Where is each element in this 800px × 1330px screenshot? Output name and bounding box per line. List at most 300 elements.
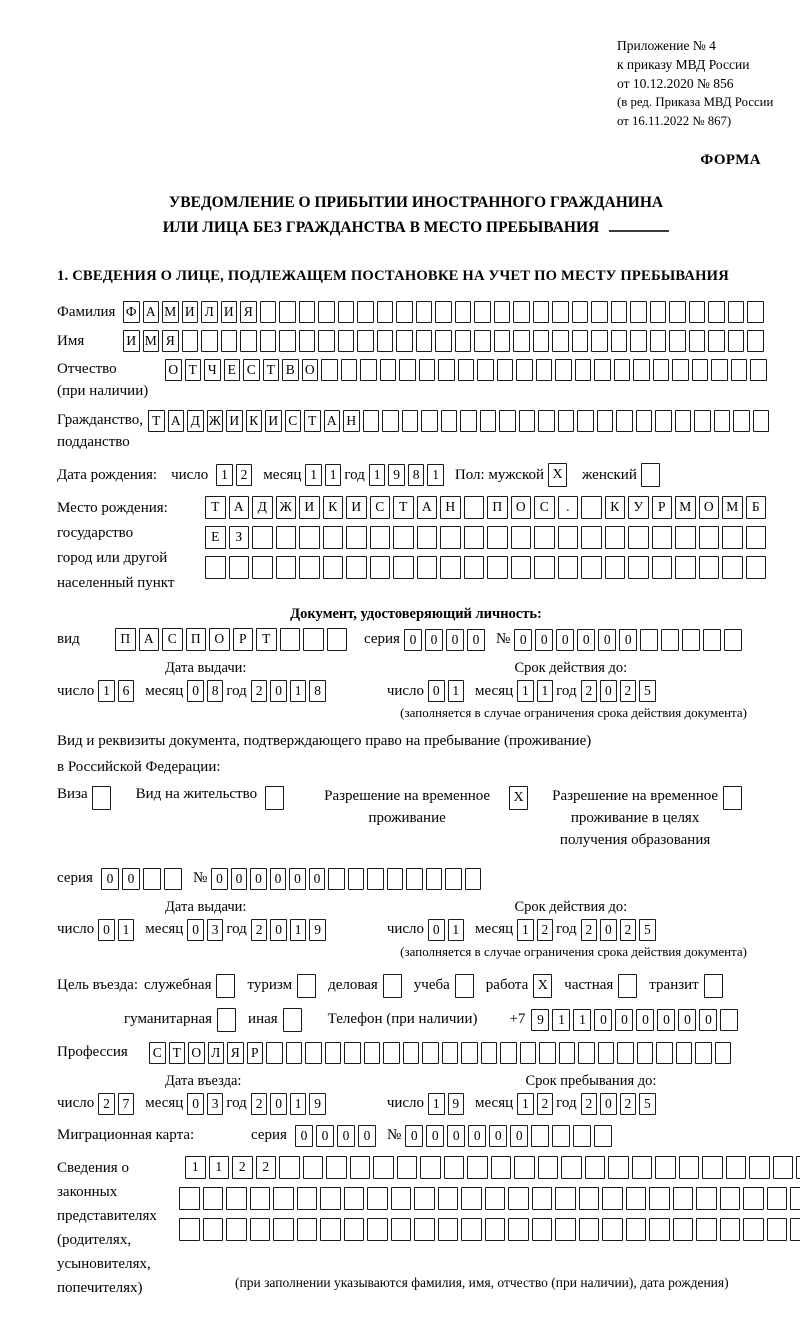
- char-cell[interactable]: 0: [657, 1009, 675, 1031]
- char-cell[interactable]: [694, 410, 711, 432]
- char-cell[interactable]: 2: [236, 464, 253, 486]
- char-cell[interactable]: [474, 330, 491, 352]
- char-cell[interactable]: [715, 1042, 732, 1064]
- purpose-humanitarian-checkbox[interactable]: [217, 1008, 239, 1032]
- char-cell[interactable]: [746, 526, 767, 549]
- char-cell[interactable]: [276, 556, 297, 579]
- char-cell[interactable]: О: [302, 359, 319, 381]
- char-cell[interactable]: [416, 330, 433, 352]
- char-cell[interactable]: Е: [205, 526, 226, 549]
- char-cell[interactable]: С: [285, 410, 302, 432]
- char-cell[interactable]: 0: [295, 1125, 313, 1147]
- purpose-tourism-checkbox[interactable]: [297, 974, 319, 998]
- char-cell[interactable]: Е: [224, 359, 241, 381]
- char-cell[interactable]: 0: [250, 868, 267, 890]
- char-cell[interactable]: 0: [231, 868, 248, 890]
- char-cell[interactable]: [655, 410, 672, 432]
- char-cell[interactable]: К: [323, 496, 344, 519]
- char-cell[interactable]: [750, 359, 767, 381]
- char-cell[interactable]: [669, 301, 686, 323]
- char-cell[interactable]: [722, 526, 743, 549]
- char-cell[interactable]: [743, 1187, 764, 1210]
- char-cell[interactable]: [279, 330, 296, 352]
- char-cell[interactable]: [485, 1187, 506, 1210]
- char-cell[interactable]: 2: [620, 1093, 637, 1115]
- char-cell[interactable]: [579, 1187, 600, 1210]
- char-cell[interactable]: [655, 1156, 676, 1179]
- char-cell[interactable]: 0: [309, 868, 326, 890]
- char-cell[interactable]: [318, 330, 335, 352]
- char-cell[interactable]: [286, 1042, 303, 1064]
- char-cell[interactable]: 0: [489, 1125, 507, 1147]
- char-cell[interactable]: [417, 526, 438, 549]
- char-cell[interactable]: [480, 410, 497, 432]
- char-cell[interactable]: [391, 1187, 412, 1210]
- char-cell[interactable]: [626, 1218, 647, 1241]
- char-cell[interactable]: [487, 526, 508, 549]
- char-cell[interactable]: [299, 526, 320, 549]
- char-cell[interactable]: [652, 526, 673, 549]
- char-cell[interactable]: 5: [639, 1093, 656, 1115]
- char-cell[interactable]: 2: [251, 919, 268, 941]
- char-cell[interactable]: [773, 1156, 794, 1179]
- char-cell[interactable]: [676, 1042, 693, 1064]
- char-cell[interactable]: 2: [98, 1093, 115, 1115]
- char-cell[interactable]: [699, 556, 720, 579]
- visa-checkbox[interactable]: [92, 786, 114, 810]
- char-cell[interactable]: [728, 301, 745, 323]
- char-cell[interactable]: [652, 556, 673, 579]
- char-cell[interactable]: [511, 556, 532, 579]
- char-cell[interactable]: [520, 1042, 537, 1064]
- purpose-transit-checkbox[interactable]: [704, 974, 726, 998]
- char-cell[interactable]: [611, 330, 628, 352]
- char-cell[interactable]: [533, 330, 550, 352]
- char-cell[interactable]: [653, 359, 670, 381]
- purpose-work-checkbox[interactable]: [533, 974, 555, 998]
- purpose-private-checkbox[interactable]: [618, 974, 640, 998]
- char-cell[interactable]: Ч: [204, 359, 221, 381]
- char-cell[interactable]: О: [165, 359, 182, 381]
- char-cell[interactable]: Т: [263, 359, 280, 381]
- char-cell[interactable]: [477, 359, 494, 381]
- char-cell[interactable]: [577, 410, 594, 432]
- char-cell[interactable]: 0: [467, 629, 485, 651]
- char-cell[interactable]: [216, 974, 235, 998]
- char-cell[interactable]: 0: [404, 629, 422, 651]
- char-cell[interactable]: 1: [517, 680, 534, 702]
- char-cell[interactable]: [344, 1187, 365, 1210]
- char-cell[interactable]: [323, 526, 344, 549]
- char-cell[interactable]: Л: [208, 1042, 225, 1064]
- char-cell[interactable]: 0: [428, 919, 445, 941]
- char-cell[interactable]: [626, 1187, 647, 1210]
- char-cell[interactable]: [552, 301, 569, 323]
- char-cell[interactable]: [673, 1218, 694, 1241]
- char-cell[interactable]: [299, 556, 320, 579]
- char-cell[interactable]: [380, 359, 397, 381]
- char-cell[interactable]: [585, 1156, 606, 1179]
- char-cell[interactable]: [320, 1187, 341, 1210]
- char-cell[interactable]: [511, 526, 532, 549]
- char-cell[interactable]: [417, 556, 438, 579]
- char-cell[interactable]: [226, 1187, 247, 1210]
- char-cell[interactable]: 0: [600, 1093, 617, 1115]
- char-cell[interactable]: [696, 1218, 717, 1241]
- char-cell[interactable]: 0: [514, 629, 532, 651]
- char-cell[interactable]: [581, 526, 602, 549]
- char-cell[interactable]: 2: [581, 919, 598, 941]
- char-cell[interactable]: [250, 1218, 271, 1241]
- char-cell[interactable]: [357, 301, 374, 323]
- char-cell[interactable]: [260, 301, 277, 323]
- char-cell[interactable]: [467, 1156, 488, 1179]
- char-cell[interactable]: А: [417, 496, 438, 519]
- char-cell[interactable]: X: [548, 463, 567, 487]
- char-cell[interactable]: 0: [636, 1009, 654, 1031]
- char-cell[interactable]: [539, 1042, 556, 1064]
- char-cell[interactable]: [747, 301, 764, 323]
- char-cell[interactable]: [669, 330, 686, 352]
- char-cell[interactable]: [692, 359, 709, 381]
- char-cell[interactable]: [346, 526, 367, 549]
- char-cell[interactable]: [513, 330, 530, 352]
- char-cell[interactable]: [387, 868, 404, 890]
- char-cell[interactable]: [250, 1187, 271, 1210]
- char-cell[interactable]: 1: [325, 464, 342, 486]
- char-cell[interactable]: [591, 330, 608, 352]
- char-cell[interactable]: [689, 301, 706, 323]
- char-cell[interactable]: [383, 1042, 400, 1064]
- char-cell[interactable]: [552, 1125, 570, 1147]
- char-cell[interactable]: [402, 410, 419, 432]
- char-cell[interactable]: С: [534, 496, 555, 519]
- char-cell[interactable]: [373, 1156, 394, 1179]
- char-cell[interactable]: [363, 410, 380, 432]
- char-cell[interactable]: [746, 556, 767, 579]
- char-cell[interactable]: [438, 1187, 459, 1210]
- char-cell[interactable]: [597, 410, 614, 432]
- char-cell[interactable]: З: [229, 526, 250, 549]
- char-cell[interactable]: 0: [594, 1009, 612, 1031]
- char-cell[interactable]: 2: [581, 1093, 598, 1115]
- char-cell[interactable]: [485, 1218, 506, 1241]
- char-cell[interactable]: М: [675, 496, 696, 519]
- char-cell[interactable]: [364, 1042, 381, 1064]
- char-cell[interactable]: [608, 1156, 629, 1179]
- char-cell[interactable]: О: [699, 496, 720, 519]
- char-cell[interactable]: Я: [162, 330, 179, 352]
- char-cell[interactable]: И: [221, 301, 238, 323]
- char-cell[interactable]: 0: [270, 680, 287, 702]
- char-cell[interactable]: 9: [388, 464, 405, 486]
- char-cell[interactable]: 2: [251, 680, 268, 702]
- char-cell[interactable]: 1: [216, 464, 233, 486]
- char-cell[interactable]: [637, 1042, 654, 1064]
- char-cell[interactable]: 0: [101, 868, 119, 890]
- char-cell[interactable]: [649, 1187, 670, 1210]
- char-cell[interactable]: [297, 974, 316, 998]
- char-cell[interactable]: [426, 868, 443, 890]
- char-cell[interactable]: [179, 1218, 200, 1241]
- char-cell[interactable]: [464, 526, 485, 549]
- char-cell[interactable]: Т: [169, 1042, 186, 1064]
- char-cell[interactable]: О: [188, 1042, 205, 1064]
- char-cell[interactable]: [406, 868, 423, 890]
- char-cell[interactable]: Ж: [276, 496, 297, 519]
- char-cell[interactable]: 0: [598, 629, 616, 651]
- char-cell[interactable]: [534, 556, 555, 579]
- char-cell[interactable]: 0: [446, 629, 464, 651]
- char-cell[interactable]: 9: [448, 1093, 465, 1115]
- char-cell[interactable]: [641, 463, 660, 487]
- char-cell[interactable]: Я: [227, 1042, 244, 1064]
- char-cell[interactable]: [630, 301, 647, 323]
- char-cell[interactable]: [382, 410, 399, 432]
- char-cell[interactable]: [581, 496, 602, 519]
- char-cell[interactable]: К: [246, 410, 263, 432]
- char-cell[interactable]: 2: [256, 1156, 277, 1179]
- char-cell[interactable]: 1: [448, 680, 465, 702]
- char-cell[interactable]: М: [162, 301, 179, 323]
- char-cell[interactable]: [367, 868, 384, 890]
- char-cell[interactable]: [344, 1218, 365, 1241]
- char-cell[interactable]: [675, 526, 696, 549]
- char-cell[interactable]: 2: [620, 919, 637, 941]
- char-cell[interactable]: [266, 1042, 283, 1064]
- char-cell[interactable]: [538, 1156, 559, 1179]
- char-cell[interactable]: [633, 359, 650, 381]
- char-cell[interactable]: [605, 526, 626, 549]
- char-cell[interactable]: [508, 1187, 529, 1210]
- char-cell[interactable]: 5: [639, 680, 656, 702]
- char-cell[interactable]: А: [229, 496, 250, 519]
- char-cell[interactable]: [682, 629, 700, 651]
- char-cell[interactable]: [321, 359, 338, 381]
- char-cell[interactable]: 2: [251, 1093, 268, 1115]
- sex-female-checkbox[interactable]: [641, 463, 663, 487]
- sex-male-checkbox[interactable]: [548, 463, 570, 487]
- char-cell[interactable]: [497, 359, 514, 381]
- char-cell[interactable]: [679, 1156, 700, 1179]
- char-cell[interactable]: 1: [428, 1093, 445, 1115]
- char-cell[interactable]: [661, 629, 679, 651]
- char-cell[interactable]: [605, 556, 626, 579]
- char-cell[interactable]: [714, 410, 731, 432]
- char-cell[interactable]: [720, 1009, 738, 1031]
- char-cell[interactable]: [201, 330, 218, 352]
- char-cell[interactable]: [708, 301, 725, 323]
- char-cell[interactable]: Д: [252, 496, 273, 519]
- char-cell[interactable]: [464, 556, 485, 579]
- char-cell[interactable]: [367, 1187, 388, 1210]
- char-cell[interactable]: [481, 1042, 498, 1064]
- char-cell[interactable]: [393, 526, 414, 549]
- char-cell[interactable]: [519, 410, 536, 432]
- char-cell[interactable]: [435, 330, 452, 352]
- purpose-business-checkbox[interactable]: [383, 974, 405, 998]
- char-cell[interactable]: Л: [201, 301, 218, 323]
- char-cell[interactable]: [182, 330, 199, 352]
- char-cell[interactable]: О: [209, 628, 230, 651]
- char-cell[interactable]: [572, 301, 589, 323]
- char-cell[interactable]: 1: [290, 680, 307, 702]
- char-cell[interactable]: [724, 629, 742, 651]
- char-cell[interactable]: [749, 1156, 770, 1179]
- char-cell[interactable]: А: [168, 410, 185, 432]
- char-cell[interactable]: [573, 1125, 591, 1147]
- char-cell[interactable]: [273, 1218, 294, 1241]
- char-cell[interactable]: [377, 330, 394, 352]
- char-cell[interactable]: [403, 1042, 420, 1064]
- char-cell[interactable]: [630, 330, 647, 352]
- char-cell[interactable]: [396, 330, 413, 352]
- char-cell[interactable]: 8: [408, 464, 425, 486]
- char-cell[interactable]: [558, 556, 579, 579]
- char-cell[interactable]: 0: [270, 1093, 287, 1115]
- char-cell[interactable]: [743, 1218, 764, 1241]
- char-cell[interactable]: 0: [600, 680, 617, 702]
- char-cell[interactable]: 7: [118, 1093, 135, 1115]
- char-cell[interactable]: 0: [337, 1125, 355, 1147]
- char-cell[interactable]: И: [346, 496, 367, 519]
- char-cell[interactable]: [494, 301, 511, 323]
- char-cell[interactable]: [555, 359, 572, 381]
- char-cell[interactable]: [276, 526, 297, 549]
- char-cell[interactable]: [617, 1042, 634, 1064]
- char-cell[interactable]: 2: [537, 1093, 554, 1115]
- char-cell[interactable]: 0: [447, 1125, 465, 1147]
- char-cell[interactable]: [731, 359, 748, 381]
- char-cell[interactable]: 3: [207, 1093, 224, 1115]
- char-cell[interactable]: [726, 1156, 747, 1179]
- char-cell[interactable]: [578, 1042, 595, 1064]
- char-cell[interactable]: [708, 330, 725, 352]
- char-cell[interactable]: [533, 301, 550, 323]
- char-cell[interactable]: [357, 330, 374, 352]
- char-cell[interactable]: [299, 330, 316, 352]
- char-cell[interactable]: [179, 1187, 200, 1210]
- char-cell[interactable]: Т: [148, 410, 165, 432]
- char-cell[interactable]: [516, 359, 533, 381]
- char-cell[interactable]: [728, 330, 745, 352]
- char-cell[interactable]: [552, 330, 569, 352]
- char-cell[interactable]: [305, 1042, 322, 1064]
- char-cell[interactable]: 1: [369, 464, 386, 486]
- char-cell[interactable]: [598, 1042, 615, 1064]
- char-cell[interactable]: [555, 1218, 576, 1241]
- char-cell[interactable]: 3: [207, 919, 224, 941]
- char-cell[interactable]: [704, 974, 723, 998]
- char-cell[interactable]: М: [143, 330, 160, 352]
- char-cell[interactable]: [455, 974, 474, 998]
- char-cell[interactable]: [656, 1042, 673, 1064]
- residence-permit-checkbox[interactable]: [265, 786, 287, 810]
- char-cell[interactable]: 9: [309, 919, 326, 941]
- char-cell[interactable]: [532, 1218, 553, 1241]
- char-cell[interactable]: [265, 786, 284, 810]
- char-cell[interactable]: П: [186, 628, 207, 651]
- char-cell[interactable]: 1: [98, 680, 115, 702]
- char-cell[interactable]: [536, 359, 553, 381]
- char-cell[interactable]: [572, 330, 589, 352]
- char-cell[interactable]: [675, 410, 692, 432]
- char-cell[interactable]: .: [558, 496, 579, 519]
- temp-permit-edu-checkbox[interactable]: [723, 786, 745, 810]
- char-cell[interactable]: С: [149, 1042, 166, 1064]
- char-cell[interactable]: 0: [556, 629, 574, 651]
- char-cell[interactable]: [767, 1187, 788, 1210]
- char-cell[interactable]: [203, 1218, 224, 1241]
- char-cell[interactable]: X: [533, 974, 552, 998]
- char-cell[interactable]: [636, 410, 653, 432]
- char-cell[interactable]: 0: [510, 1125, 528, 1147]
- char-cell[interactable]: [377, 301, 394, 323]
- temp-permit-checkbox[interactable]: [509, 786, 531, 810]
- char-cell[interactable]: П: [115, 628, 136, 651]
- char-cell[interactable]: 0: [187, 680, 204, 702]
- char-cell[interactable]: [632, 1156, 653, 1179]
- char-cell[interactable]: 0: [187, 919, 204, 941]
- char-cell[interactable]: И: [123, 330, 140, 352]
- char-cell[interactable]: 0: [428, 680, 445, 702]
- char-cell[interactable]: [534, 526, 555, 549]
- char-cell[interactable]: 0: [426, 1125, 444, 1147]
- purpose-other-checkbox[interactable]: [283, 1008, 305, 1032]
- char-cell[interactable]: 0: [699, 1009, 717, 1031]
- char-cell[interactable]: [558, 410, 575, 432]
- char-cell[interactable]: 2: [232, 1156, 253, 1179]
- char-cell[interactable]: 0: [122, 868, 140, 890]
- char-cell[interactable]: [346, 556, 367, 579]
- char-cell[interactable]: О: [511, 496, 532, 519]
- char-cell[interactable]: 0: [577, 629, 595, 651]
- char-cell[interactable]: [618, 974, 637, 998]
- char-cell[interactable]: Т: [256, 628, 277, 651]
- char-cell[interactable]: 1: [118, 919, 135, 941]
- char-cell[interactable]: [696, 1187, 717, 1210]
- char-cell[interactable]: [491, 1156, 512, 1179]
- char-cell[interactable]: [143, 868, 161, 890]
- char-cell[interactable]: [279, 1156, 300, 1179]
- char-cell[interactable]: [513, 301, 530, 323]
- char-cell[interactable]: 1: [517, 919, 534, 941]
- char-cell[interactable]: [283, 1008, 302, 1032]
- char-cell[interactable]: 0: [289, 868, 306, 890]
- char-cell[interactable]: 6: [118, 680, 135, 702]
- char-cell[interactable]: [650, 301, 667, 323]
- char-cell[interactable]: М: [722, 496, 743, 519]
- char-cell[interactable]: [672, 359, 689, 381]
- char-cell[interactable]: [558, 526, 579, 549]
- char-cell[interactable]: [720, 1187, 741, 1210]
- char-cell[interactable]: [414, 1187, 435, 1210]
- char-cell[interactable]: [414, 1218, 435, 1241]
- char-cell[interactable]: [442, 1042, 459, 1064]
- char-cell[interactable]: [460, 410, 477, 432]
- char-cell[interactable]: [514, 1156, 535, 1179]
- char-cell[interactable]: Д: [187, 410, 204, 432]
- char-cell[interactable]: В: [282, 359, 299, 381]
- char-cell[interactable]: [444, 1156, 465, 1179]
- char-cell[interactable]: [164, 868, 182, 890]
- char-cell[interactable]: И: [226, 410, 243, 432]
- char-cell[interactable]: [338, 330, 355, 352]
- char-cell[interactable]: И: [265, 410, 282, 432]
- char-cell[interactable]: [614, 359, 631, 381]
- char-cell[interactable]: [326, 1156, 347, 1179]
- char-cell[interactable]: [435, 301, 452, 323]
